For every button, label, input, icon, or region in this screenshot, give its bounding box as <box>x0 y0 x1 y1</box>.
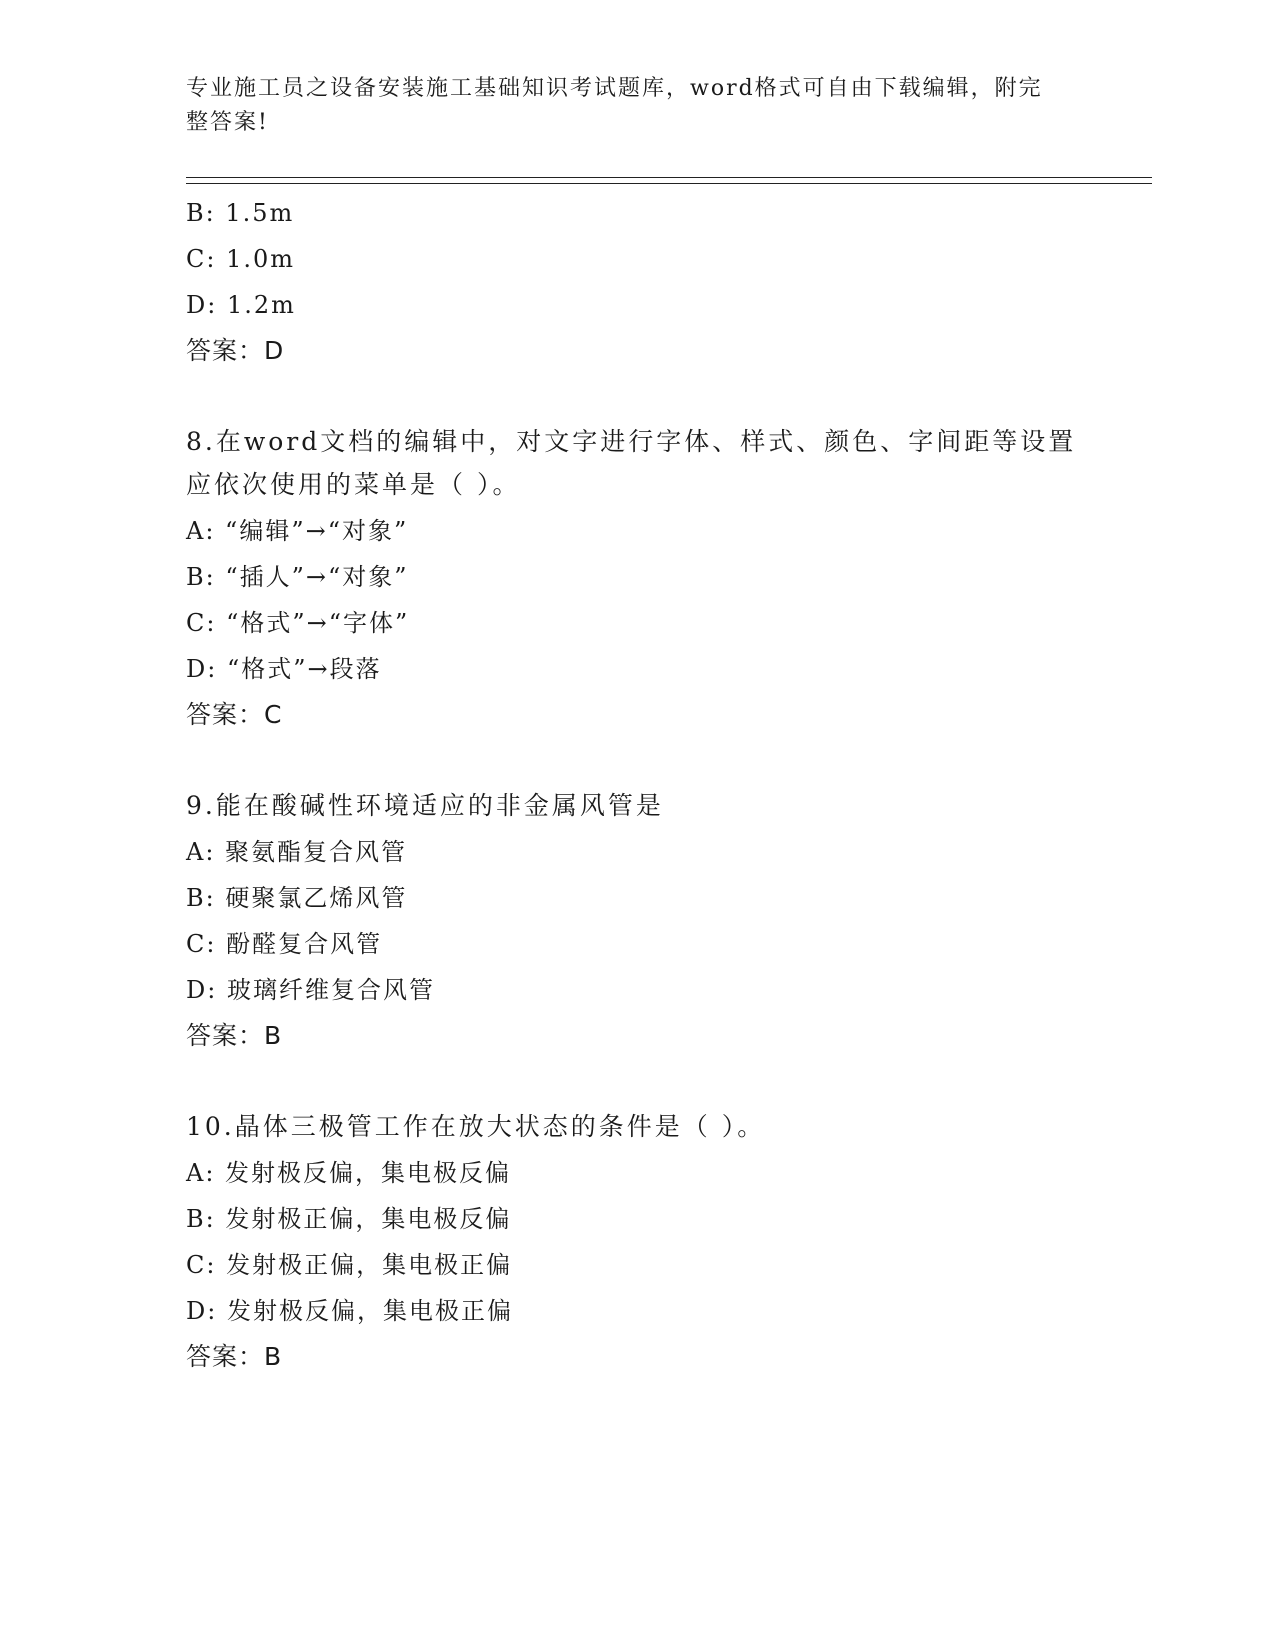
option-b: B: 发射极正偏，集电极反偏 <box>186 1205 512 1233</box>
option-c: C: 1.0m <box>186 245 296 273</box>
question-9 <box>186 784 1086 1059</box>
question-text: 8.在word文档的编辑中，对文字进行字体、样式、颜色、字间距等设置应依次使用的菜单是（ ）。 <box>186 427 1077 499</box>
question-text: 9.能在酸碱性环境适应的非金属风管是 <box>186 791 664 820</box>
option-b: B: “插人”→“对象” <box>186 563 409 591</box>
question-8 <box>186 420 1086 738</box>
option-c: C: 酚醛复合风管 <box>186 930 383 958</box>
option-c: C: 发射极正偏，集电极正偏 <box>186 1251 513 1279</box>
option-d: D: 1.2m <box>186 291 296 319</box>
option-a: A: 聚氨酯复合风管 <box>186 838 408 866</box>
page-header: 专业施工员之设备安装施工基础知识考试题库，word格式可自由下载编辑，附完整答案! <box>186 76 1043 135</box>
option-d: D: 发射极反偏，集电极正偏 <box>186 1297 513 1325</box>
option-c: C: “格式”→“字体” <box>186 609 410 637</box>
option-b: B: 硬聚氯乙烯风管 <box>186 884 408 912</box>
answer-line: 答案：B <box>186 1021 283 1050</box>
option-a: A: “编辑”→“对象” <box>186 517 409 545</box>
question-text: 10.晶体三极管工作在放大状态的条件是（ ）。 <box>186 1112 766 1141</box>
carryover-question <box>186 190 1086 374</box>
answer-line: 答案：D <box>186 336 285 365</box>
option-d: D: “格式”→段落 <box>186 655 382 683</box>
answer-line: 答案：B <box>186 1342 283 1371</box>
answer-line: 答案：C <box>186 700 283 729</box>
header-double-rule <box>186 177 1152 184</box>
option-a: A: 发射极反偏，集电极反偏 <box>186 1159 512 1187</box>
option-d: D: 玻璃纤维复合风管 <box>186 976 435 1004</box>
question-10 <box>186 1105 1086 1380</box>
document-body <box>186 190 1086 1380</box>
option-b: B: 1.5m <box>186 199 295 227</box>
